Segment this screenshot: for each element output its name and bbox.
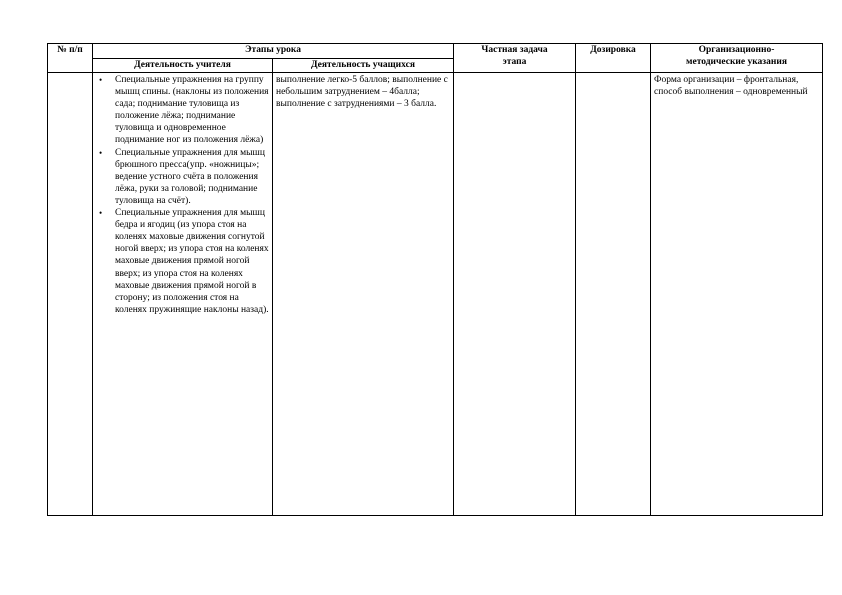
header-task-line2: этапа <box>502 57 527 68</box>
lesson-plan-table <box>47 43 823 516</box>
header-method <box>651 44 823 73</box>
table-row <box>48 73 823 516</box>
header-method-line1: Организационно- <box>698 45 775 55</box>
cell-num <box>48 73 93 516</box>
header-dosage: Дозировка <box>576 44 651 73</box>
list-item: • Специальные упражнения для мышц брюшного пресса(упр. «ножницы»; ведение устного счёта в положения лёжа, руки за головой; поднимание туловища на счёт). <box>115 147 269 207</box>
header-stages: Этапы урока <box>93 44 454 59</box>
cell-students: выполнение легко-5 баллов; выполнение с небольшим затруднением – 4балла; выполнение с затруднениями – 3 балла. <box>273 73 454 516</box>
list-item: • Специальные упражнения для мышц бедра и ягодиц (из упора стоя на коленях маховые движения согнутой ногой вверх; из упора стоя на коленях маховые движения прямой ногой вверх; из упора стоя на коленях маховые движения прямой ногой в сторону; из положения стоя на коленях пружинящие наклоны назад). <box>115 207 269 316</box>
header-teacher: Деятельность учителя <box>93 59 273 73</box>
teacher-list <box>96 74 269 316</box>
header-method-line2: методические указания <box>686 57 787 68</box>
header-row-1 <box>48 44 823 59</box>
header-task <box>454 44 576 73</box>
header-num: № п/п <box>48 44 93 73</box>
cell-task <box>454 73 576 516</box>
cell-method: Форма организации – фронтальная, способ выполнения – одновременный <box>651 73 823 516</box>
header-students: Деятельность учащихся <box>273 59 454 73</box>
cell-teacher <box>93 73 273 516</box>
cell-dosage <box>576 73 651 516</box>
list-item: • Специальные упражнения на группу мышц спины. (наклоны из положения сада; поднимание туловища из положение лёжа; поднимание туловища и одновременное поднимание ног из положения лёжа) <box>115 74 269 147</box>
header-task-line1: Частная задача <box>481 45 548 55</box>
